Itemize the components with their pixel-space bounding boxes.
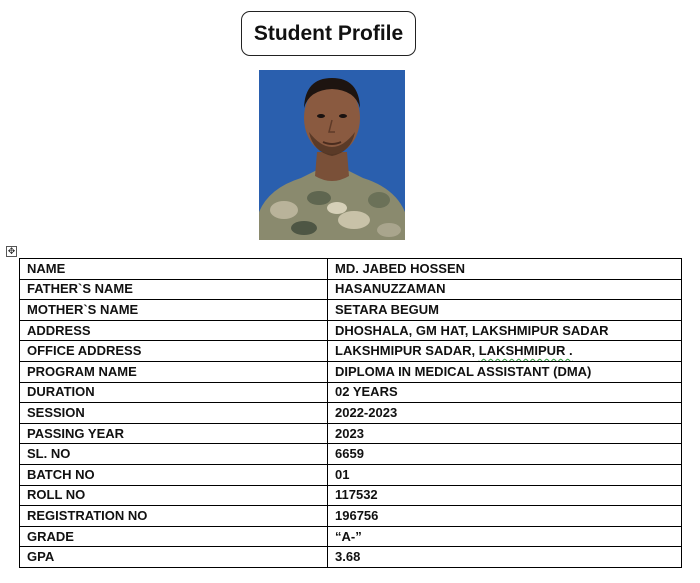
row-value: LAKSHMIPUR SADAR, LAKSHMIPUR .: [328, 341, 682, 362]
row-value: 02 YEARS: [328, 382, 682, 403]
row-label: REGISTRATION NO: [20, 506, 328, 527]
table-row: [20, 444, 682, 465]
table-row: [20, 341, 682, 362]
row-value: 117532: [328, 485, 682, 506]
row-value: MD. JABED HOSSEN: [328, 259, 682, 280]
table-row: [20, 506, 682, 527]
table-row: [20, 382, 682, 403]
row-label: OFFICE ADDRESS: [20, 341, 328, 362]
row-label: BATCH NO: [20, 464, 328, 485]
row-label: FATHER`S NAME: [20, 279, 328, 300]
row-label: GRADE: [20, 526, 328, 547]
row-value: 196756: [328, 506, 682, 527]
table-row: [20, 526, 682, 547]
row-label: NAME: [20, 259, 328, 280]
table-row: [20, 485, 682, 506]
row-value: 3.68: [328, 547, 682, 568]
table-row: [20, 259, 682, 280]
row-label: DURATION: [20, 382, 328, 403]
row-label: ADDRESS: [20, 320, 328, 341]
table-row: [20, 300, 682, 321]
table-row: [20, 464, 682, 485]
row-value: HASANUZZAMAN: [328, 279, 682, 300]
row-value: DIPLOMA IN MEDICAL ASSISTANT (DMA): [328, 361, 682, 382]
row-label: PROGRAM NAME: [20, 361, 328, 382]
student-photo: [259, 70, 405, 240]
student-photo-illustration: [259, 70, 405, 240]
row-label: ROLL NO: [20, 485, 328, 506]
row-label: MOTHER`S NAME: [20, 300, 328, 321]
row-value: DHOSHALA, GM HAT, LAKSHMIPUR SADAR: [328, 320, 682, 341]
spellcheck-marked-text: LAKSHMIPUR .: [478, 343, 573, 359]
row-value: 6659: [328, 444, 682, 465]
row-value: 2022-2023: [328, 403, 682, 424]
row-label: SESSION: [20, 403, 328, 424]
row-value: 2023: [328, 423, 682, 444]
row-value: SETARA BEGUM: [328, 300, 682, 321]
table-row: [20, 403, 682, 424]
row-value: 01: [328, 464, 682, 485]
table-row: [20, 423, 682, 444]
table-row: [20, 279, 682, 300]
table-row: [20, 547, 682, 568]
row-value: “A-”: [328, 526, 682, 547]
table-move-handle-icon[interactable]: ✥: [7, 246, 16, 256]
table-row: [20, 320, 682, 341]
row-label: PASSING YEAR: [20, 423, 328, 444]
row-label: SL. NO: [20, 444, 328, 465]
table-row: [20, 361, 682, 382]
page-title: Student Profile: [241, 11, 416, 56]
row-label: GPA: [20, 547, 328, 568]
student-profile-table: [19, 258, 682, 568]
